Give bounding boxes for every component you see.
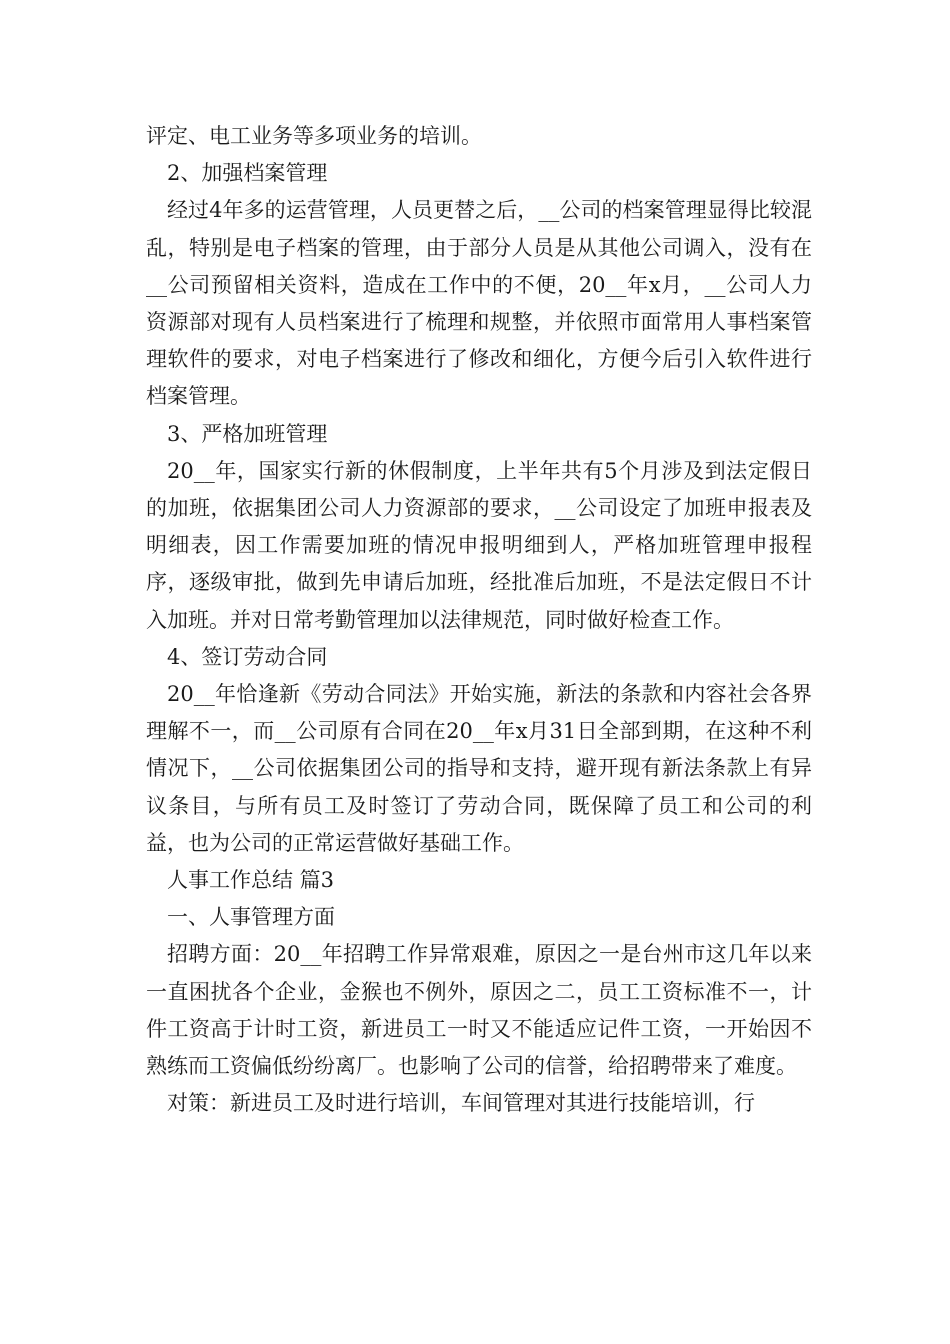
- paragraph-archive-management: 经过4年多的运营管理，人员更替之后，__公司的档案管理显得比较混乱，特别是电子档案的管理，由于部分人员是从其他公司调入，没有在__公司预留相关资料，造成在工作中的不便，20__年x月，__公司人力资源部对现有人员档案进行了梳理和规整，并依照市面常用人事档案管理软件的要求，对电子档案进行了修改和细化，方便今后引入软件进行档案管理。: [146, 198, 812, 409]
- paragraph-recruitment: 招聘方面：20__年招聘工作异常艰难，原因之一是台州市这几年以来一直困扰各个企业，金猴也不例外，原因之二，员工工资标准不一，计件工资高于计时工资，新进员工一时又不能适应记件工资，一开始因不熟练而工资偏低纷纷离厂。也影响了公司的信誉，给招聘带来了难度。: [146, 942, 812, 1079]
- section-title-summary-3: 人事工作总结 篇3: [167, 868, 335, 893]
- document-body: [146, 118, 812, 1122]
- paragraph-training-tail: 评定、电工业务等多项业务的培训。: [146, 124, 482, 148]
- heading-personnel-management: 一、人事管理方面: [167, 905, 335, 930]
- paragraph-labor-contract: 20__年恰逢新《劳动合同法》开始实施，新法的条款和内容社会各界理解不一，而__公司原有合同在20__年x月31日全部到期，在这种不利情况下，__公司依据集团公司的指导和支持，避开现有新法条款上有异议条目，与所有员工及时签订了劳动合同，既保障了员工和公司的利益，也为公司的正常运营做好基础工作。: [146, 682, 812, 855]
- heading-archive-management: 2、加强档案管理: [167, 161, 328, 186]
- heading-labor-contract: 4、签订劳动合同: [167, 644, 328, 669]
- paragraph-countermeasures: 对策：新进员工及时进行培训，车间管理对其进行技能培训，行: [167, 1091, 755, 1116]
- heading-overtime-management: 3、严格加班管理: [167, 421, 328, 446]
- paragraph-overtime-management: 20__年，国家实行新的休假制度，上半年共有5个月涉及到法定假日的加班，依据集团公司人力资源部的要求，__公司设定了加班申报表及明细表，因工作需要加班的情况申报明细到人，严格加班管理申报程序，逐级审批，做到先申请后加班，经批准后加班，不是法定假日不计入加班。并对日常考勤管理加以法律规范，同时做好检查工作。: [146, 458, 812, 632]
